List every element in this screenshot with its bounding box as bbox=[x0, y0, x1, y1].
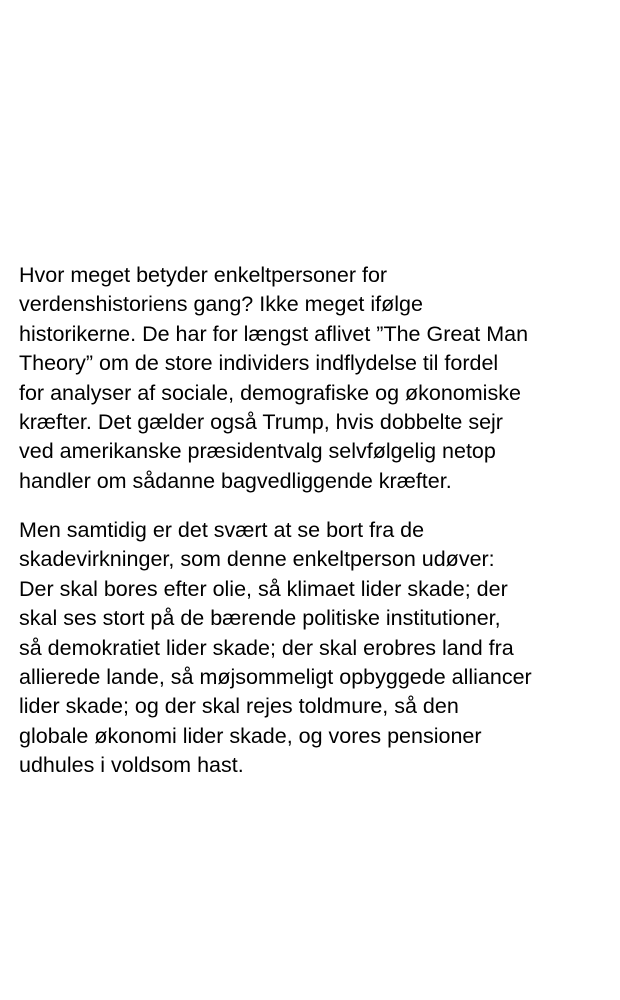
text-line: Der skal bores efter olie, så klimaet lider skade; der bbox=[19, 576, 508, 601]
text-line: skadevirkninger, som denne enkeltperson udøver: bbox=[19, 547, 495, 572]
paragraph-1 bbox=[19, 261, 609, 496]
text-line: for analyser af sociale, demografiske og økonomiske bbox=[19, 380, 521, 405]
text-line: allierede lande, så møjsommeligt opbyggede alliancer bbox=[19, 665, 532, 690]
text-line: Theory” om de store individers indflydelse til fordel bbox=[19, 351, 499, 376]
text-line: historikerne. De har for længst aflivet ”The Great Man bbox=[19, 321, 529, 346]
text-line: globale økonomi lider skade, og vores pensioner bbox=[19, 723, 482, 748]
text-line: skal ses stort på de bærende politiske institutioner, bbox=[19, 606, 501, 631]
text-line: Hvor meget betyder enkeltpersoner for bbox=[19, 263, 388, 287]
text-line: Men samtidig er det svært at se bort fra de bbox=[19, 518, 425, 542]
text-line: så demokratiet lider skade; der skal erobres land fra bbox=[19, 635, 514, 660]
paragraph-2 bbox=[19, 516, 609, 781]
text-line: ved amerikanske præsidentvalg selvfølgelig netop bbox=[19, 439, 496, 464]
text-line: lider skade; og der skal rejes toldmure, så den bbox=[19, 694, 459, 719]
text-line: kræfter. Det gælder også Trump, hvis dobbelte sejr bbox=[19, 410, 503, 435]
text-line: udhules i voldsom hast. bbox=[19, 753, 244, 778]
text-line: handler om sådanne bagvedliggende kræfter. bbox=[19, 468, 452, 493]
text-line: verdenshistoriens gang? Ikke meget ifølge bbox=[19, 292, 423, 317]
